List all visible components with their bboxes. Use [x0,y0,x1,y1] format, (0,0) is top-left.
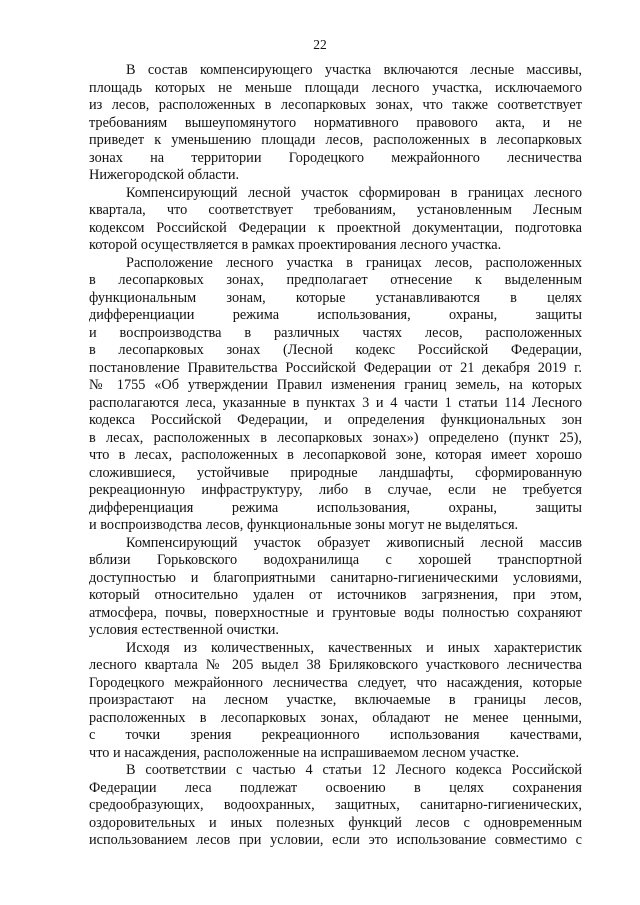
text-line: Нижегородской области. [89,167,240,183]
paragraph [89,185,582,255]
text-line: что в лесах, расположенных в лесопарковой зоне, которая имеет хорошо [89,447,582,463]
text-line: постановление Правительства Российской Федерации от 21 декабря 2019 г. [89,359,582,376]
text-line: № 1755 «Об утверждении Правил изменения границ земель, на которых [89,377,582,393]
text-line: средообразующих, водоохранных, защитных, санитарно-гигиенических, [89,797,582,813]
paragraph [89,535,582,640]
text-line: Компенсирующий лесной участок сформирован в границах лесного [126,184,582,201]
text-line: что и насаждения, расположенные на испрашиваемом лесном участке. [89,744,520,761]
text-line: В соответствии с частью 4 статьи 12 Лесного кодекса Российской [126,762,582,778]
paragraph [89,640,582,763]
text-line: дифференциации режима использования, охраны, защиты [89,307,582,323]
text-line: доступностью и благоприятными санитарно-гигиеническими условиями, [89,569,582,586]
text-line: атмосфера, почвы, поверхностные и грунтовые воды полностью сохраняют [89,604,582,621]
text-line: Компенсирующий участок образует живописный лесной массив [126,534,582,551]
text-line: В состав компенсирующего участка включаются лесные массивы, [126,62,582,78]
paragraph [89,255,582,535]
paragraph [89,62,582,185]
text-line: с точки зрения рекреационного использования качествами, [89,727,582,743]
text-line: вблизи Горьковского водохранилища с хорошей транспортной [89,552,582,568]
text-line: кодексом Российской Федерации к проектной документации, подготовка [89,219,582,236]
text-line: в лесопарковых зонах, предполагает отнесение к выделенным [89,272,582,288]
text-line: Расположение лесного участка в границах лесов, расположенных [126,254,582,271]
text-line: в лесах, расположенных в лесопарковых зонах») определено (пункт 25), [89,429,582,446]
text-line: из лесов, расположенных в лесопарковых зонах, что также соответствует [89,97,582,113]
text-line: приведет к уменьшению площади лесов, расположенных в лесопарковых [89,132,582,148]
text-line: оздоровительных и иных полезных функций лесов с одновременным [89,814,582,831]
text-line: функциональным зонам, которые устанавливаются в целях [89,289,582,306]
text-line: Городецкого межрайонного лесничества следует, что насаждения, которые [89,674,582,691]
text-line: использованием лесов при условии, если это использование совместимо с [89,832,582,848]
text-line: рекреационную инфраструктуру, либо в случае, если не требуется [89,482,582,498]
text-line: Исходя из количественных, качественных и иных характеристик [126,639,582,656]
document-body [89,62,582,850]
text-line: дифференциация режима использования, охраны, защиты [89,499,582,516]
text-line: зонах на территории Городецкого межрайонного лесничества [89,149,582,166]
text-line: располагаются леса, указанные в пунктах 3 и 4 части 1 статьи 114 Лесного [89,394,582,411]
text-line: сложившиеся, устойчивые природные ландшафты, сформированную [89,464,582,481]
text-line: и воспроизводства в различных частях лесов, расположенных [89,324,582,341]
text-line: которой осуществляется в рамках проектирования лесного участка. [89,237,502,253]
text-line: кодекса Российской Федерации, и определения функциональных зон [89,412,582,428]
text-line: квартала, что соответствует требованиям, установленным Лесным [89,202,582,218]
text-line: произрастают на лесном участке, включаемые в границы лесов, [89,692,582,708]
text-line: площадь которых не меньше площади лесного участка, исключаемого [89,79,582,96]
text-line: лесного квартала № 205 выдел 38 Бриляковского участкового лесничества [89,657,582,673]
text-line: и воспроизводства лесов, функциональные зоны могут не выделяться. [89,517,519,533]
text-line: условия естественной очистки. [89,622,279,638]
text-line: который относительно удален от источников загрязнения, при этом, [89,587,582,603]
text-line: расположенных в лесопарковых зонах, обладают не менее ценными, [89,709,582,726]
text-line: Федерации леса подлежат освоению в целях сохранения [89,779,582,796]
page-number: 22 [313,37,327,52]
text-line: в лесопарковых зонах (Лесной кодекс Российской Федерации, [89,342,582,358]
text-line: требованиям вышеупомянутого нормативного правового акта, и не [89,114,582,131]
paragraph [89,762,582,850]
